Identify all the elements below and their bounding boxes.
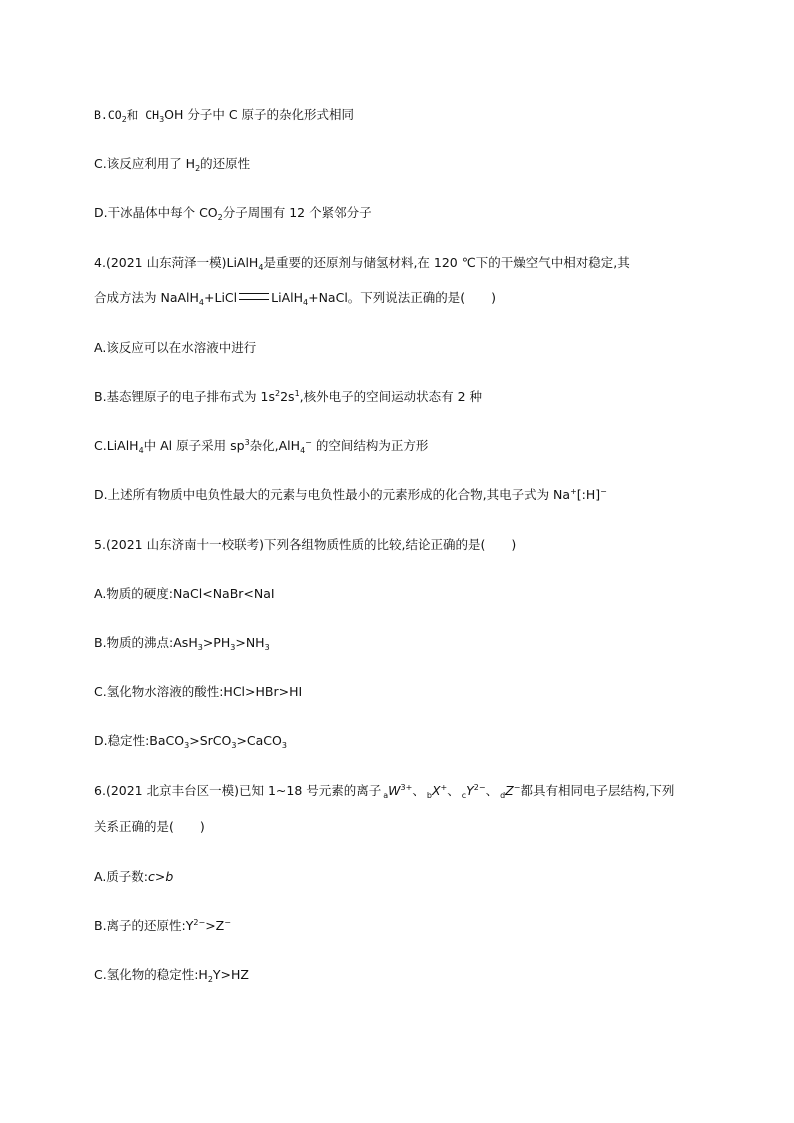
- q4-option-a: A.该反应可以在水溶液中进行: [94, 340, 257, 355]
- q6-option-a: A.质子数:c>b: [94, 869, 174, 884]
- q4-option-c: C.LiAlH$_4$中 Al 原子采用 $sp^3$杂化,AlH$_4$− 的空间结构为正方形: [94, 438, 429, 455]
- q4-stem-line1: 4.(2021 山东菏泽一模)LiAlH$_4$是重要的还原剂与储氢材料,在 120 ℃下的干燥空气中相对稳定,其: [94, 255, 630, 272]
- q6-stem-line1: 6.(2021 北京丰台区一模)已知 1~18 号元素的离子 $_aW^{3+}$、 $_b$X+、 $_cY^{2-}$、 $_d$Z−都具有相同电子层结构,下列: [94, 783, 675, 800]
- q3-option-d: D.干冰晶体中每个 $CO_2$分子周围有 12 个紧邻分子: [94, 205, 372, 222]
- q6-option-c: C.氢化物的稳定性$:H_2Y>HZ$: [94, 967, 249, 984]
- q5-option-d: D.稳定性:BaCO$_3$>SrCO$_3$>CaCO$_3$: [94, 733, 287, 750]
- equals-sign: [239, 293, 269, 300]
- q4-option-b: B.基态锂原子的电子排布式为 $1s^22s^1$,核外电子的空间运动状态有 2 种: [94, 389, 483, 404]
- q6-stem-line2: 关系正确的是( ): [94, 819, 205, 834]
- q3-option-b: $B.CO_2$和 $CH_3OH$ 分子中 C 原子的杂化形式相同: [94, 107, 355, 124]
- q4-option-d: D.上述所有物质中电负性最大的元素与电负性最小的元素形成的化合物,其电子式为 Na+[:H]−: [94, 487, 607, 502]
- q6-option-b: B.离子的还原性$:Y^{2-}>Z^-$: [94, 918, 231, 933]
- q3-option-c: C.该反应利用了 $H_2$的还原性: [94, 156, 251, 173]
- q5-option-c: C.氢化物水溶液的酸性:HCl>HBr>HI: [94, 684, 303, 699]
- q5-option-b: B.物质的沸点$:AsH_3>PH_3>NH_3$: [94, 635, 270, 652]
- q5-option-a: A.物质的硬度:NaCl<NaBr<NaI: [94, 586, 275, 601]
- q4-stem-line2: 合成方法为 NaAlH$_4$+LiCl LiAlH$_4$+NaCl。下列说法正确的是( ): [94, 290, 497, 307]
- q5-stem: 5.(2021 山东济南十一校联考)下列各组物质性质的比较,结论正确的是( ): [94, 537, 517, 552]
